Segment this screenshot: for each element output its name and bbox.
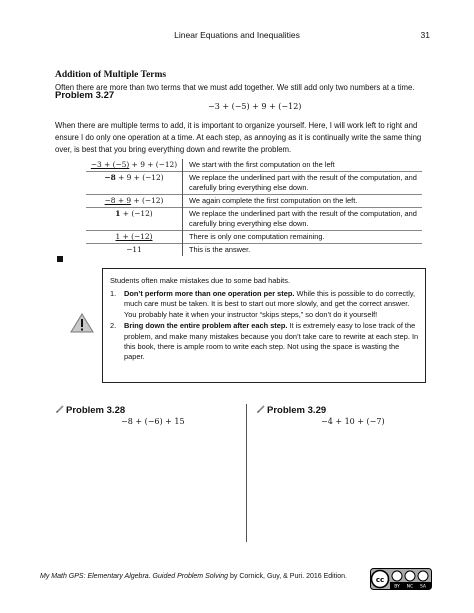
creative-commons-icon [370, 568, 432, 590]
step-expression-rest: + (−12) [120, 209, 153, 218]
step-description: We start with the first computation on the left [189, 160, 335, 169]
svg-text:cc: cc [375, 576, 385, 584]
step-row [86, 208, 422, 231]
step-row [86, 195, 422, 208]
step-expression-underlined: −8 + 9 [104, 196, 132, 205]
license-label-by: BY [394, 584, 400, 590]
license-label-nc: NC [406, 584, 414, 590]
step-expression [86, 231, 183, 244]
problem-3-27-paragraph: When there are multiple terms to add, it is important to organize yourself. Here, I will work left to right and ensure I do only one operation at a time. At each step, as annoying as it is continually write the same thing over, is best that you bring everything down and rewrite the problem. [55, 121, 422, 154]
step-row [86, 244, 422, 257]
step-description: This is the answer. [189, 245, 251, 254]
note-item-number: 1. [110, 289, 117, 298]
running-header-title: Linear Equations and Inequalities [174, 30, 300, 40]
note-item [110, 321, 420, 363]
note-item [110, 289, 420, 320]
end-of-problem-mark [57, 256, 63, 262]
section-title: Addition of Multiple Terms [55, 70, 167, 80]
note-item-number: 2. [110, 321, 117, 331]
step-expression [86, 208, 183, 231]
steps-table [86, 159, 422, 256]
step-row [86, 172, 422, 195]
note-intro: Students often make mistakes due to some bad habits. [110, 276, 290, 285]
section-intro: Often there are more than two terms that we must add together. We still add only two numbers at a time. [55, 83, 415, 92]
problem-3-29-heading: Problem 3.29 [267, 405, 327, 416]
step-expression [86, 195, 183, 208]
footer-authors: by Cornick, Guy, & Puri. 2016 Edition. [228, 573, 347, 580]
step-description: There is only one computation remaining. [189, 232, 325, 241]
step-description: We replace the underlined part with the result of the computation, and carefully bring everything else down. [189, 209, 417, 228]
pencil-icon [56, 405, 64, 413]
footer-citation [40, 573, 347, 580]
problem-3-28-expression: −8 + (−6) + 15 [121, 417, 185, 426]
step-expression-rest: + (−12) [131, 196, 164, 205]
note-item-bold: Don’t perform more than one operation per step. [124, 289, 295, 298]
column-divider [246, 404, 247, 542]
page-number: 31 [420, 30, 430, 40]
step-row [86, 159, 422, 172]
step-expression [86, 159, 183, 172]
step-expression-underlined: 1 + (−12) [115, 232, 153, 241]
note-item-text: While this is possible to do correctly, much care must be taken. It is best to start out more slowly, and get the correct answer. You probably hate it when your instructor “skips steps,” so don’t do it yourself! [124, 289, 416, 319]
note-list [110, 289, 420, 364]
step-expression [86, 244, 183, 257]
warning-icon [70, 313, 94, 333]
pencil-icon [257, 405, 265, 413]
step-description: We again complete the first computation on the left. [189, 196, 358, 205]
problem-3-29-expression: −4 + 10 + (−7) [321, 417, 385, 426]
footer-book-title: My Math GPS: Elementary Algebra. Guided Problem Solving [40, 573, 229, 580]
note-item-text: It is extremely easy to lose track of the problem, and make many mistakes because you don’t take care to rewrite at each step. In this book, there is ample room to write each step. Not using the space is wasting the paper. [124, 321, 419, 362]
problem-3-28-heading: Problem 3.28 [66, 405, 126, 416]
step-expression-rest: + 9 + (−12) [129, 160, 178, 169]
problem-3-27-heading: Problem 3.27 [55, 90, 115, 101]
step-expression-underlined: −3 + (−5) [90, 160, 130, 169]
step-expression-rest: −11 [126, 245, 142, 254]
license-label-sa: SA [419, 584, 427, 590]
step-expression-rest: + 9 + (−12) [115, 173, 164, 182]
problem-3-27-expression: −3 + (−5) + 9 + (−12) [208, 102, 302, 111]
step-expression-bold: 1 [115, 209, 121, 218]
step-description: We replace the underlined part with the result of the computation, and carefully bring everything else down. [189, 173, 417, 192]
step-row [86, 231, 422, 244]
note-item-bold: Bring down the entire problem after each step. [124, 321, 288, 331]
step-expression-bold: −8 [104, 173, 116, 182]
step-expression [86, 172, 183, 195]
